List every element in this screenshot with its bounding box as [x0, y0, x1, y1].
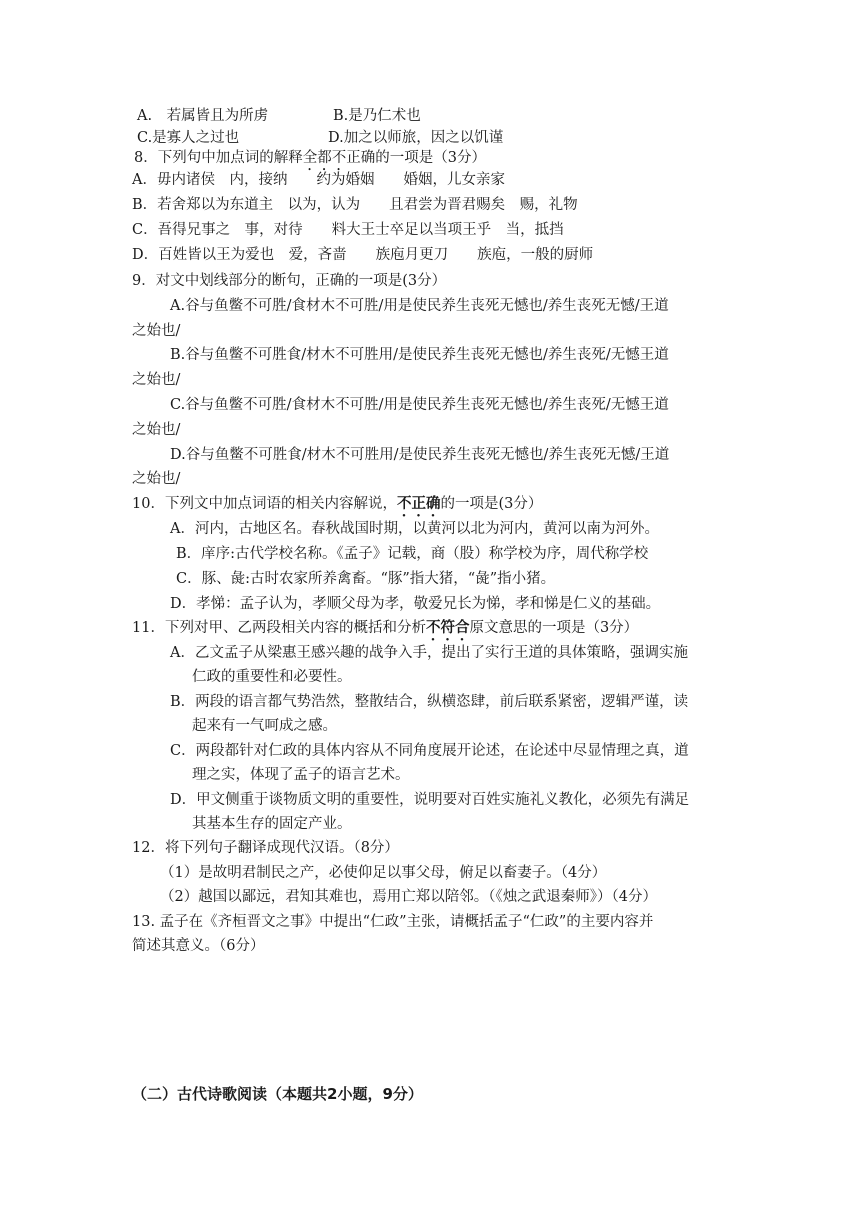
q10-option-a: A．河内，古地区名。春秋战国时期，以黄河以北为河内，黄河以南为河外。 — [170, 521, 659, 537]
q10-stem-text: 10．下列文中加点词语的相关内容解说， — [132, 496, 397, 512]
q9-option-b-line2: 之始也/ — [132, 372, 181, 388]
q13-stem-line2: 简述其意义。（6分） — [132, 938, 265, 954]
q8-option-a: A．毋内诸侯 内，接纳 约为婚姻 婚姻，儿女亲家 — [132, 172, 505, 188]
q7-option-c: C.是寡人之过也 — [137, 130, 240, 146]
q11-stem-emphasis: 不符合 — [425, 620, 470, 636]
q11-option-c-line1: C．两段都针对仁政的具体内容从不同角度展开论述，在论述中尽显情理之真，道 — [170, 743, 689, 759]
q8-option-b: B．若舍郑以为东道主 以为，认为 且君尝为晋君赐矣 赐，礼物 — [132, 197, 578, 213]
q10-stem-text-end: 的一项是(3分） — [440, 496, 543, 512]
q7-option-d: D.加之以师旅，因之以饥谨 — [328, 130, 504, 146]
q11-option-a-line2: 仁政的重要性和必要性。 — [192, 669, 352, 685]
q9-option-c-line2: 之始也/ — [132, 422, 181, 438]
q10-option-d: D．孝悌：孟子认为，孝顺父母为孝，敬爱兄长为悌，孝和悌是仁义的基础。 — [170, 596, 661, 612]
section-heading-poetry: （二）古代诗歌阅读（本题共2小题，9分） — [132, 1085, 423, 1103]
q11-stem-text: 11．下列对甲、乙两段相关内容的概括和分析 — [132, 620, 426, 636]
q9-option-d-line2: 之始也/ — [132, 471, 181, 487]
q13-stem-line1: 13. 孟子在《齐桓晋文之事》中提出“仁政”主张，请概括孟子“仁政”的主要内容并 — [132, 914, 654, 930]
q11-option-a-line1: A．乙文孟子从梁惠王感兴趣的战争入手，提出了实行王道的具体策略，强调实施 — [170, 645, 688, 661]
q8-stem-text: 8．下列句中加点词的解释 — [134, 150, 303, 166]
q10-stem — [132, 494, 542, 520]
q8-option-d: D．百姓皆以王为爱也 爱，吝啬 族庖月更刀 族庖，一般的厨师 — [132, 247, 594, 263]
q9-stem: 9．对文中划线部分的断句，正确的一项是(3分） — [132, 273, 447, 289]
q10-stem-emphasis: 不正确 — [396, 496, 441, 512]
q11-stem-text-end: 原文意思的一项是（3分） — [469, 620, 639, 636]
q11-option-d-line1: D．甲文侧重于谈物质文明的重要性，说明要对百姓实施礼义教化，必须先有满足 — [170, 792, 690, 808]
q7-option-a: A. 若属皆且为所虏 — [137, 108, 269, 124]
q8-stem-text-end: 正确的一项是（3分） — [346, 150, 486, 166]
q11-option-b-line1: B．两段的语言都气势浩然，整散结合，纵横恣肆，前后联系紧密，逻辑严谨，读 — [170, 694, 689, 710]
q7-option-b: B.是乃仁术也 — [333, 108, 421, 124]
q11-stem — [132, 618, 638, 644]
q9-option-d-line1: D.谷与鱼鳖不可胜食/材木不可胜用/是使民养生丧死无憾也/养生丧死无憾/王道 — [170, 447, 670, 463]
q9-option-b-line1: B.谷与鱼鳖不可胜食/材木不可胜用/是使民养生丧死无憾也/养生丧死/无憾王道 — [170, 347, 669, 363]
q11-option-d-line2: 其基本生存的固定产业。 — [192, 816, 352, 832]
q10-option-c: C．豚、彘:古时农家所养禽畜。“豚”指大猪，“彘”指小猪。 — [176, 571, 556, 587]
q11-option-b-line2: 起来有一气呵成之感。 — [192, 718, 337, 734]
q12-sentence-1: （1）是故明君制民之产，必使仰足以事父母，俯足以畜妻子。（4分） — [160, 865, 607, 881]
q12-stem: 12．将下列句子翻译成现代汉语。（8分） — [132, 840, 399, 856]
q8-option-c: C．吾得兄事之 事，对待 料大王士卒足以当项王乎 当，抵挡 — [132, 222, 564, 238]
q9-option-c-line1: C.谷与鱼鳖不可胜/食材木不可胜/用是使民养生丧死无憾也/养生丧死/无憾王道 — [170, 397, 669, 413]
q8-stem-emphasis: 全都不 — [302, 150, 347, 166]
q11-option-c-line2: 理之实，体现了孟子的语言艺术。 — [192, 767, 410, 783]
q12-sentence-2: （2）越国以鄙远，君知其难也，焉用亡郑以陪邻。（《烛之武退秦师》）（4分） — [160, 889, 657, 905]
q10-option-b: B．庠序:古代学校名称。《孟子》记载，商（股）称学校为序，周代称学校 — [176, 546, 649, 562]
q9-option-a-line2: 之始也/ — [132, 323, 181, 339]
q9-option-a-line1: A.谷与鱼鳖不可胜/食材木不可胜/用是使民养生丧死无憾也/养生丧死无憾/王道 — [170, 298, 669, 314]
